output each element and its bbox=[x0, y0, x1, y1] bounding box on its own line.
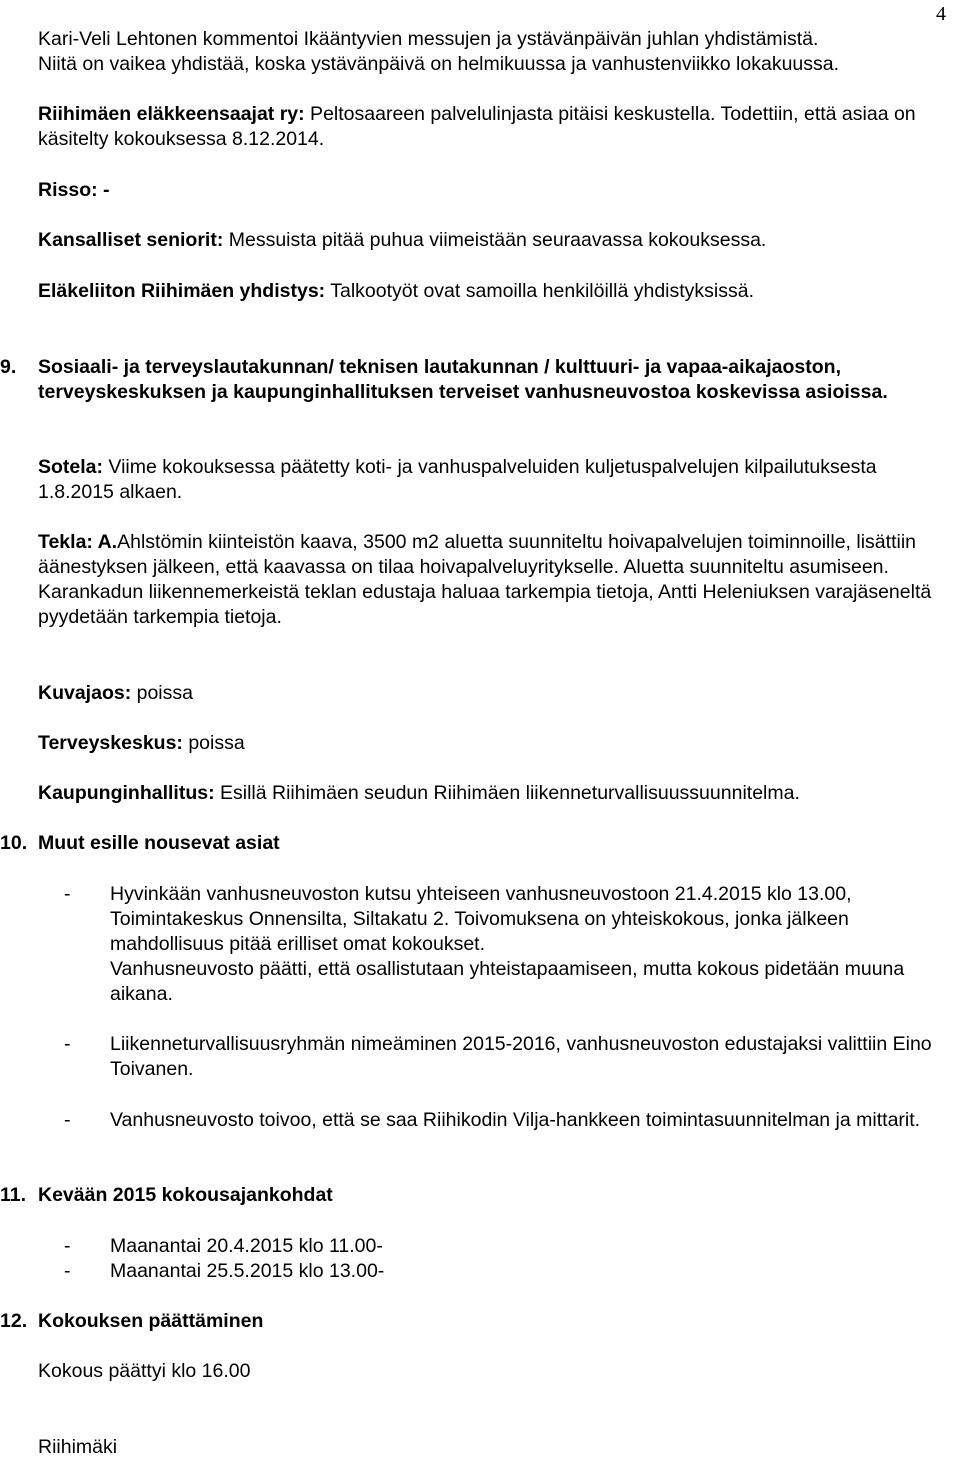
section-number: 10. bbox=[0, 832, 28, 854]
entry-label: Eläkeliiton Riihimäen yhdistys: bbox=[38, 280, 326, 302]
list-dash: - bbox=[64, 1109, 71, 1131]
entry-elakeliitto bbox=[38, 279, 943, 304]
list-item bbox=[64, 882, 944, 1007]
entry-label: Riihimäen eläkkeensaajat ry: bbox=[38, 103, 305, 125]
tekla-paragraph bbox=[38, 530, 943, 630]
intro-line-2: Niitä on vaikea yhdistää, koska ystävänpäivä on helmikuussa ja vanhustenviikko lokakuussa. bbox=[38, 53, 840, 75]
entry-riihimaen-elakkeensaajat bbox=[38, 102, 943, 152]
closing-line: Kokous päättyi klo 16.00 bbox=[38, 1360, 251, 1382]
entry-text: Messuista pitää puhua viimeistään seuraavassa kokouksessa. bbox=[223, 229, 767, 251]
intro-line-1: Kari-Veli Lehtonen kommentoi Ikääntyvien messujen ja ystävänpäivän juhlan yhdistämistä. bbox=[38, 28, 819, 50]
entry-text: Talkootyöt ovat samoilla henkilöillä yhdistyksissä. bbox=[325, 280, 755, 302]
section-11-heading bbox=[0, 1183, 945, 1208]
tekla-text: Ahlstömin kiinteistön kaava, 3500 m2 aluetta suunniteltu hoivapalvelujen toiminnoille, lisättiin äänestyksen jälkeen, että kaavassa on tilaa hoivapalveluyritykselle. Aluetta suunniteltu asumiseen. bbox=[38, 531, 916, 578]
kaupunginhallitus-text: Esillä Riihimäen seudun Riihimäen liikenneturvallisuussuunnitelma. bbox=[214, 782, 800, 804]
intro-paragraph bbox=[38, 27, 943, 77]
entry-label: Risso: - bbox=[38, 179, 110, 201]
sotela-label: Sotela: bbox=[38, 456, 104, 478]
tekla-label: Tekla: A. bbox=[38, 531, 118, 553]
list-item bbox=[64, 1234, 944, 1259]
list-item-main: Hyvinkään vanhusneuvoston kutsu yhteiseen vanhusneuvostoon 21.4.2015 klo 13.00, Toimintakeskus Onnensilta, Siltakatu 2. Toivomuksena on yhteiskokous, jonka jälkeen mahdollisuus pitää erilliset omat kokoukset. bbox=[110, 883, 852, 955]
terveyskeskus-paragraph bbox=[38, 731, 943, 756]
list-item bbox=[64, 1259, 944, 1284]
kuvajaos-label: Kuvajaos: bbox=[38, 682, 132, 704]
terveyskeskus-label: Terveyskeskus: bbox=[38, 732, 183, 754]
list-dash: - bbox=[64, 883, 71, 905]
terveyskeskus-text: poissa bbox=[182, 732, 245, 754]
section-9-heading bbox=[0, 355, 945, 405]
list-item-extra: Vanhusneuvosto päätti, että osallistutaan yhteistapaamiseen, mutta kokous pidetään muuna aikana. bbox=[110, 958, 905, 1005]
list-item-text bbox=[110, 882, 944, 1007]
entry-text: Peltosaareen palvelulinjasta pitäisi keskustella. Todettiin, että asiaa on käsitelty kokouksessa 8.12.2014. bbox=[38, 103, 916, 150]
section-number: 9. bbox=[0, 356, 17, 378]
page-number: 4 bbox=[936, 3, 946, 25]
entry-risso bbox=[38, 178, 943, 203]
kuvajaos-text: poissa bbox=[131, 682, 193, 704]
sotela-paragraph bbox=[38, 455, 943, 505]
section-12-heading bbox=[0, 1309, 945, 1334]
kuvajaos-paragraph bbox=[38, 681, 943, 706]
section-title: Muut esille nousevat asiat bbox=[38, 832, 280, 854]
list-dash: - bbox=[64, 1260, 71, 1282]
sotela-text: Viime kokouksessa päätetty koti- ja vanhuspalveluiden kuljetuspalvelujen kilpailutuksesta 1.8.2015 alkaen. bbox=[38, 456, 877, 503]
list-item-text: Maanantai 20.4.2015 klo 11.00- bbox=[110, 1235, 383, 1257]
section-number: 12. bbox=[0, 1310, 28, 1332]
list-item-text: Vanhusneuvosto toivoo, että se saa Riihikodin Vilja-hankkeen toimintasuunnitelman ja mittarit. bbox=[110, 1109, 921, 1131]
section-title: Kevään 2015 kokousajankohdat bbox=[38, 1184, 333, 1206]
list-dash: - bbox=[64, 1033, 71, 1055]
kaupunginhallitus-paragraph bbox=[38, 781, 943, 806]
list-item bbox=[64, 1108, 944, 1133]
list-item-text: Maanantai 25.5.2015 klo 13.00- bbox=[110, 1260, 385, 1282]
section-title: Kokouksen päättäminen bbox=[38, 1310, 264, 1332]
entry-kansalliset-seniorit bbox=[38, 228, 943, 253]
entry-label: Kansalliset seniorit: bbox=[38, 229, 224, 251]
list-dash: - bbox=[64, 1235, 71, 1257]
section-number: 11. bbox=[0, 1184, 27, 1206]
tekla-extra-text: Karankadun liikennemerkeistä teklan edustaja haluaa tarkempia tietoja, Antti Heleniuksen varajäseneltä pyydetään tarkempia tietoja. bbox=[38, 581, 932, 628]
list-item bbox=[64, 1032, 944, 1082]
footer-place: Riihimäki bbox=[38, 1436, 118, 1458]
kaupunginhallitus-label: Kaupunginhallitus: bbox=[38, 782, 215, 804]
list-item-text: Liikenneturvallisuusryhmän nimeäminen 2015-2016, vanhusneuvoston edustajaksi valittiin Eino Toivanen. bbox=[110, 1033, 932, 1080]
section-title: Sosiaali- ja terveyslautakunnan/ teknisen lautakunnan / kulttuuri- ja vapaa-aikajaoston, terveyskeskuksen ja kaupunginhallituksen terveiset vanhusneuvostoa koskevissa asioissa. bbox=[38, 356, 888, 403]
section-10-heading bbox=[0, 831, 945, 856]
